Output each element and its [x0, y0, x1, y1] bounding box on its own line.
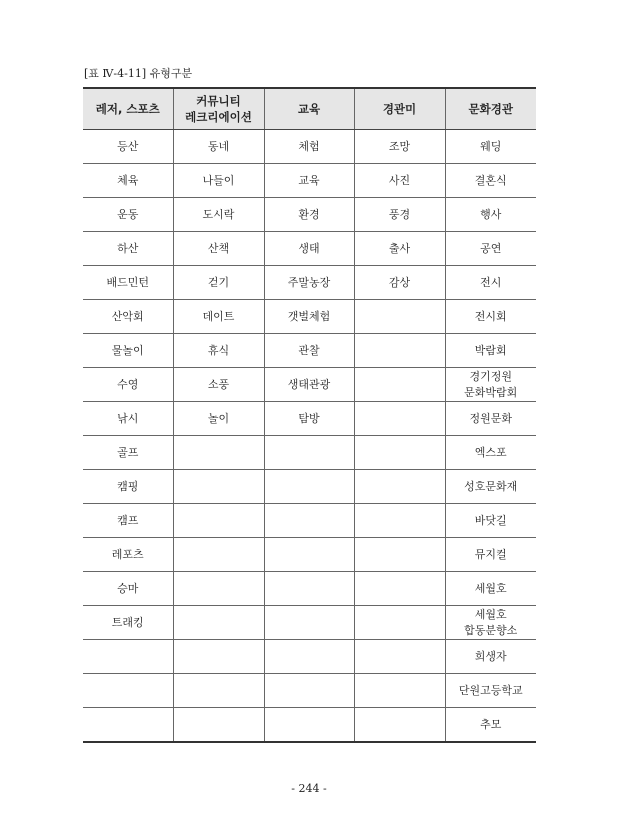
table-cell-cultural-landscape: 전시 [445, 266, 536, 300]
table-row [83, 198, 536, 232]
table-cell-scenic-beauty: 출사 [354, 232, 445, 266]
table-cell-scenic-beauty [354, 470, 445, 504]
table-cell-leisure-sports: 레포츠 [83, 538, 173, 572]
table-cell-cultural-landscape: 뮤지컬 [445, 538, 536, 572]
table-caption: [표 Ⅳ-4-11] 유형구분 [84, 67, 193, 80]
table-cell-scenic-beauty [354, 606, 445, 640]
header-community-recreation: 커뮤니티 레크리에이션 [173, 88, 264, 130]
table-cell-cultural-landscape: 세월호 합동분향소 [445, 606, 536, 640]
table-cell-education: 생태 [264, 232, 354, 266]
page-number: - 244 - [291, 782, 327, 795]
table-cell-cultural-landscape: 단원고등학교 [445, 674, 536, 708]
table-row [83, 572, 536, 606]
table-row [83, 232, 536, 266]
table-row [83, 334, 536, 368]
table-cell-cultural-landscape: 결혼식 [445, 164, 536, 198]
table-cell-education: 체험 [264, 130, 354, 164]
table-cell-community-recreation [173, 436, 264, 470]
table-cell-leisure-sports: 운동 [83, 198, 173, 232]
table-cell-education: 관찰 [264, 334, 354, 368]
table-cell-scenic-beauty [354, 538, 445, 572]
table-cell-leisure-sports: 수영 [83, 368, 173, 402]
table-row [83, 708, 536, 743]
table-cell-community-recreation [173, 708, 264, 743]
table-cell-scenic-beauty [354, 368, 445, 402]
table-cell-cultural-landscape: 세월호 [445, 572, 536, 606]
table-cell-education: 갯벌체험 [264, 300, 354, 334]
table-cell-cultural-landscape: 엑스포 [445, 436, 536, 470]
table-cell-leisure-sports: 트래킹 [83, 606, 173, 640]
table-cell-leisure-sports: 승마 [83, 572, 173, 606]
table-row [83, 300, 536, 334]
table-cell-cultural-landscape: 희생자 [445, 640, 536, 674]
table-cell-community-recreation [173, 606, 264, 640]
table-cell-cultural-landscape: 성호문화재 [445, 470, 536, 504]
table-cell-scenic-beauty: 풍경 [354, 198, 445, 232]
table-cell-leisure-sports: 낚시 [83, 402, 173, 436]
table-cell-cultural-landscape: 추모 [445, 708, 536, 743]
table-body [83, 130, 536, 743]
table-cell-scenic-beauty [354, 300, 445, 334]
table-cell-community-recreation: 놀이 [173, 402, 264, 436]
table-cell-education [264, 538, 354, 572]
table-cell-scenic-beauty: 감상 [354, 266, 445, 300]
table-cell-education [264, 436, 354, 470]
table-cell-scenic-beauty [354, 640, 445, 674]
table-cell-community-recreation [173, 538, 264, 572]
table-cell-community-recreation: 휴식 [173, 334, 264, 368]
table-cell-leisure-sports: 하산 [83, 232, 173, 266]
table-cell-community-recreation [173, 640, 264, 674]
table-row [83, 368, 536, 402]
table-cell-education [264, 606, 354, 640]
table-cell-community-recreation: 동네 [173, 130, 264, 164]
table-cell-leisure-sports [83, 674, 173, 708]
table-cell-cultural-landscape: 공연 [445, 232, 536, 266]
table-cell-cultural-landscape: 웨딩 [445, 130, 536, 164]
table-row [83, 640, 536, 674]
type-classification-table [83, 87, 536, 743]
header-row [83, 88, 536, 130]
header-education: 교육 [264, 88, 354, 130]
table-cell-leisure-sports: 캠프 [83, 504, 173, 538]
table-cell-community-recreation: 데이트 [173, 300, 264, 334]
table-cell-education: 주말농장 [264, 266, 354, 300]
header-scenic-beauty: 경관미 [354, 88, 445, 130]
table-cell-scenic-beauty [354, 334, 445, 368]
table-cell-community-recreation: 나들이 [173, 164, 264, 198]
table-row [83, 470, 536, 504]
header-cultural-landscape: 문화경관 [445, 88, 536, 130]
table-row [83, 674, 536, 708]
table-cell-leisure-sports: 체육 [83, 164, 173, 198]
table-cell-community-recreation [173, 504, 264, 538]
table-cell-education: 환경 [264, 198, 354, 232]
table-row [83, 606, 536, 640]
table-cell-education: 생태관광 [264, 368, 354, 402]
table-cell-scenic-beauty [354, 674, 445, 708]
table-cell-cultural-landscape: 정원문화 [445, 402, 536, 436]
table-row [83, 402, 536, 436]
table-cell-community-recreation [173, 674, 264, 708]
table-cell-community-recreation [173, 572, 264, 606]
table-cell-scenic-beauty: 조망 [354, 130, 445, 164]
table-cell-cultural-landscape: 전시회 [445, 300, 536, 334]
table-row [83, 130, 536, 164]
table-cell-education [264, 504, 354, 538]
table-row [83, 504, 536, 538]
table-cell-education [264, 674, 354, 708]
table-cell-leisure-sports: 등산 [83, 130, 173, 164]
table-cell-community-recreation: 소풍 [173, 368, 264, 402]
table-cell-scenic-beauty [354, 402, 445, 436]
table-cell-scenic-beauty [354, 708, 445, 743]
table-row [83, 436, 536, 470]
table-cell-education: 탐방 [264, 402, 354, 436]
table-cell-leisure-sports [83, 640, 173, 674]
table-row [83, 538, 536, 572]
header-leisure-sports: 레저, 스포츠 [83, 88, 173, 130]
table-cell-community-recreation: 산책 [173, 232, 264, 266]
table-cell-cultural-landscape: 바닷길 [445, 504, 536, 538]
table-cell-education: 교육 [264, 164, 354, 198]
table-cell-community-recreation: 걷기 [173, 266, 264, 300]
table-cell-scenic-beauty: 사진 [354, 164, 445, 198]
table-cell-leisure-sports: 물놀이 [83, 334, 173, 368]
table-row [83, 164, 536, 198]
table-cell-leisure-sports: 캠핑 [83, 470, 173, 504]
table-cell-education [264, 572, 354, 606]
table-cell-scenic-beauty [354, 572, 445, 606]
table-cell-cultural-landscape: 경기정원 문화박람회 [445, 368, 536, 402]
table-cell-leisure-sports: 산악회 [83, 300, 173, 334]
table-cell-cultural-landscape: 행사 [445, 198, 536, 232]
table-row [83, 266, 536, 300]
table-cell-leisure-sports [83, 708, 173, 743]
table-cell-scenic-beauty [354, 436, 445, 470]
table-cell-cultural-landscape: 박람회 [445, 334, 536, 368]
table-cell-leisure-sports: 골프 [83, 436, 173, 470]
table-cell-community-recreation: 도시락 [173, 198, 264, 232]
table-cell-education [264, 708, 354, 743]
table-cell-education [264, 640, 354, 674]
table-cell-scenic-beauty [354, 504, 445, 538]
table-cell-leisure-sports: 배드민턴 [83, 266, 173, 300]
table-cell-community-recreation [173, 470, 264, 504]
table-cell-education [264, 470, 354, 504]
